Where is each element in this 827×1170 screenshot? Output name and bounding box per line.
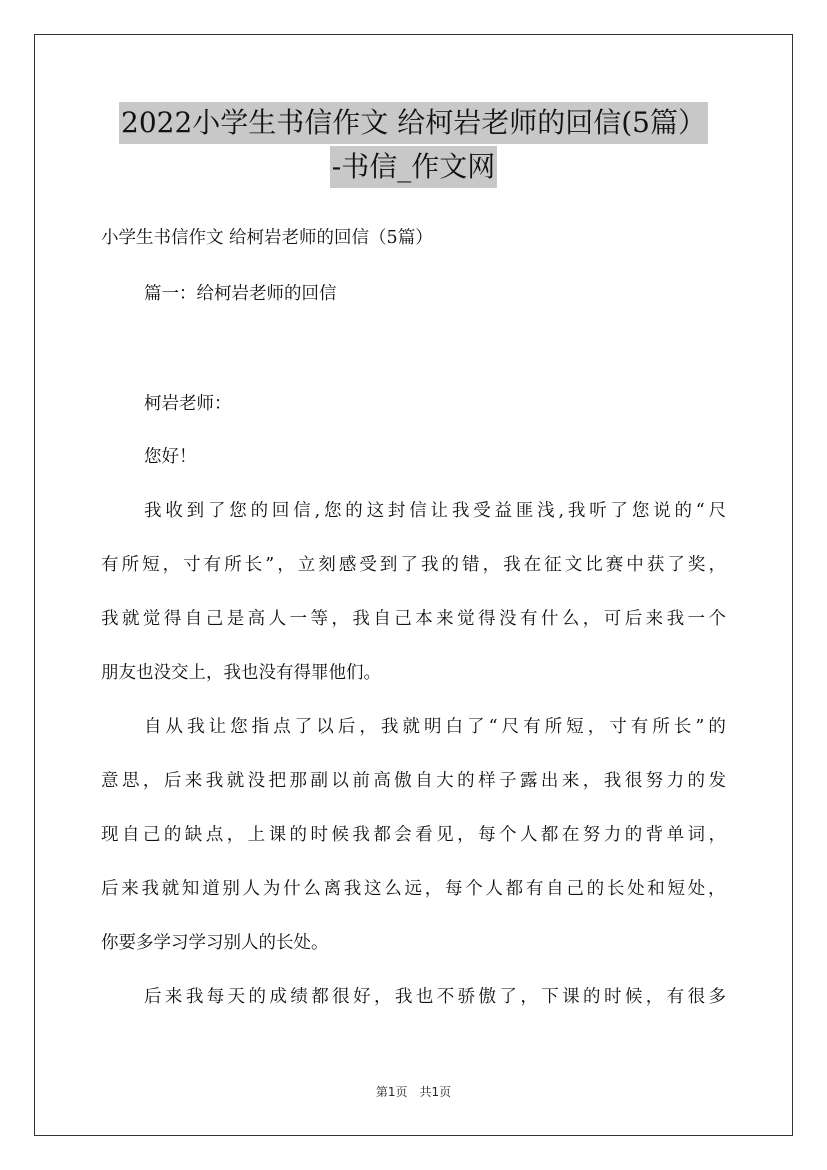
title-line-2: -书信_作文网 bbox=[330, 146, 497, 188]
title-line-1: 2022小学生书信作文 给柯岩老师的回信(5篇） bbox=[119, 102, 708, 144]
paragraph2-line: 你要多学习学习别人的长处。 bbox=[101, 933, 329, 953]
salutation: 柯岩老师： bbox=[144, 394, 232, 414]
paragraph2-line: 自从我让您指点了以后，我就明白了“尺有所短，寸有所长”的 bbox=[144, 717, 730, 737]
paragraph3-line: 后来我每天的成绩都很好，我也不骄傲了，下课的时候，有很多 bbox=[144, 987, 730, 1007]
page-number-footer: 第1页 共1页 bbox=[375, 1085, 452, 1099]
paragraph1-line: 我收到了您的回信,您的这封信让我受益匪浅,我听了您说的“尺 bbox=[144, 501, 730, 521]
document-title bbox=[60, 102, 767, 188]
paragraph1-line: 有所短，寸有所长”，立刻感受到了我的错，我在征文比赛中获了奖， bbox=[101, 555, 729, 575]
paragraph1-line: 我就觉得自己是高人一等，我自己本来觉得没有什么，可后来我一个 bbox=[101, 609, 730, 629]
paragraph2-line: 意思，后来我就没把那副以前高傲自大的样子露出来，我很努力的发 bbox=[101, 771, 730, 791]
page-border bbox=[34, 34, 793, 1136]
paragraph2-line: 后来我就知道别人为什么离我这么远，每个人都有自己的长处和短处， bbox=[101, 879, 729, 899]
paragraph2-line: 现自己的缺点，上课的时候我都会看见，每个人都在努力的背单词， bbox=[101, 825, 730, 845]
paragraph1-line: 朋友也没交上，我也没有得罪他们。 bbox=[101, 663, 381, 683]
greeting: 您好！ bbox=[144, 447, 197, 467]
subtitle: 小学生书信作文 给柯岩老师的回信（5篇） bbox=[101, 228, 433, 248]
section-heading: 篇一：给柯岩老师的回信 bbox=[144, 284, 337, 304]
